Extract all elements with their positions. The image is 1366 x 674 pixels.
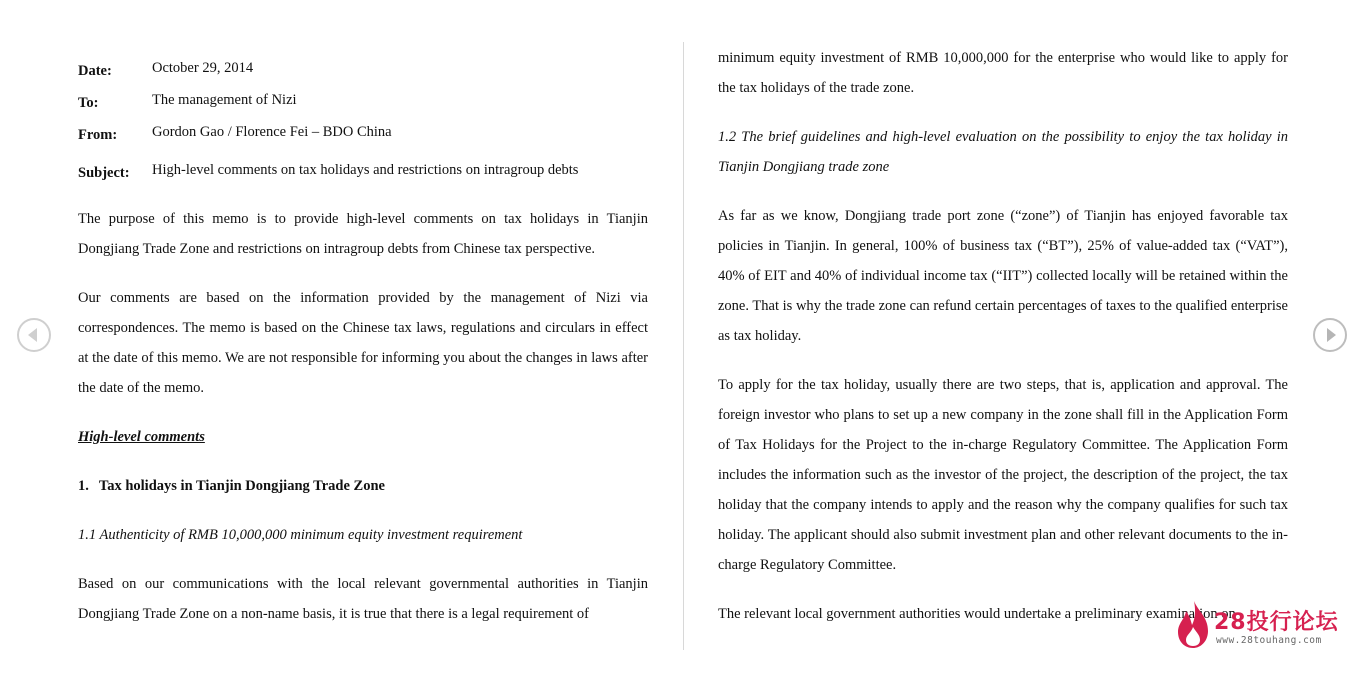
memo-from-label: From: (78, 127, 118, 143)
paragraph-basis: Our comments are based on the information provided by the management of Nizi via correspondences. The memo is based on the Chinese tax laws, regulations and circulars in effect at the date of this memo. We are not responsible for informing you about the changes in laws after the date of the memo. (78, 290, 648, 396)
subheading-1-2: 1.2 The brief guidelines and high-level evaluation on the possibility to enjoy the tax holiday in Tianjin Dongjiang trade zone (718, 129, 1288, 175)
paragraph-examination: The relevant local government authorities would undertake a preliminary examination on (718, 606, 1236, 622)
memo-date-row (78, 60, 648, 80)
flame-logo-icon (1172, 599, 1216, 651)
heading-number: 1. (78, 478, 89, 494)
paragraph-purpose: The purpose of this memo is to provide high-level comments on tax holidays in Tianjin Dongjiang Trade Zone and restrictions on intragroup debts from Chinese tax perspective. (78, 211, 648, 257)
paragraph-communications: Based on our communications with the local relevant governmental authorities in Tianjin Dongjiang Trade Zone on a non-name basis, it is true that there is a legal requirement of (78, 576, 648, 622)
right-page (718, 43, 1288, 648)
memo-subject-row (78, 162, 648, 182)
memo-to-label: To: (78, 95, 99, 111)
chevron-left-icon (19, 320, 49, 350)
subheading-1-1: 1.1 Authenticity of RMB 10,000,000 minimum equity investment requirement (78, 527, 523, 543)
forum-watermark (1172, 599, 1352, 651)
heading-text: Tax holidays in Tianjin Dongjiang Trade Zone (98, 478, 385, 494)
memo-date-label: Date: (78, 63, 112, 79)
prev-page-button[interactable] (17, 318, 51, 352)
paragraph-zone-policies: As far as we know, Dongjiang trade port zone (“zone”) of Tianjin has enjoyed favorable tax policies in Tianjin. In general, 100% of business tax (“BT”), 25% of value-added tax (“VAT”), 40% of EIT and 40% of individual income tax (“IIT”) collected locally will be retained within the zone. That is why the trade zone can refund certain percentages of taxes to the qualified enterprise as tax holiday. (718, 208, 1288, 344)
paragraph-minimum-equity: minimum equity investment of RMB 10,000,000 for the enterprise who would like to apply for the tax holidays of the trade zone. (718, 50, 1288, 96)
heading-tax-holidays (78, 471, 648, 501)
memo-subject-label: Subject: (78, 165, 130, 181)
memo-subject-value: High-level comments on tax holidays and restrictions on intragroup debts (152, 162, 579, 178)
memo-to-value: The management of Nizi (152, 92, 297, 108)
watermark-text: 28投行论坛 (1214, 610, 1339, 635)
memo-from-value: Gordon Gao / Florence Fei – BDO China (152, 124, 392, 140)
left-page (78, 60, 648, 648)
section-title: High-level comments (78, 429, 205, 445)
memo-date-value: October 29, 2014 (152, 60, 254, 76)
page-divider (683, 42, 684, 650)
watermark-url: www.28touhang.com (1216, 635, 1322, 646)
paragraph-application: To apply for the tax holiday, usually there are two steps, that is, application and approval. The foreign investor who plans to set up a new company in the zone shall fill in the Application Form of Tax Holidays for the Project to the in-charge Regulatory Committee. The Application Form includes the information such as the investor of the project, the description of the project, the tax holiday that the company intends to apply and the reason why the company qualifies for such tax holiday. The applicant should also submit investment plan and other relevant documents to the in-charge Regulatory Committee. (718, 377, 1288, 573)
next-page-button[interactable] (1313, 318, 1347, 352)
chevron-right-icon (1315, 320, 1345, 350)
memo-to-row (78, 92, 648, 112)
memo-from-row (78, 124, 648, 144)
